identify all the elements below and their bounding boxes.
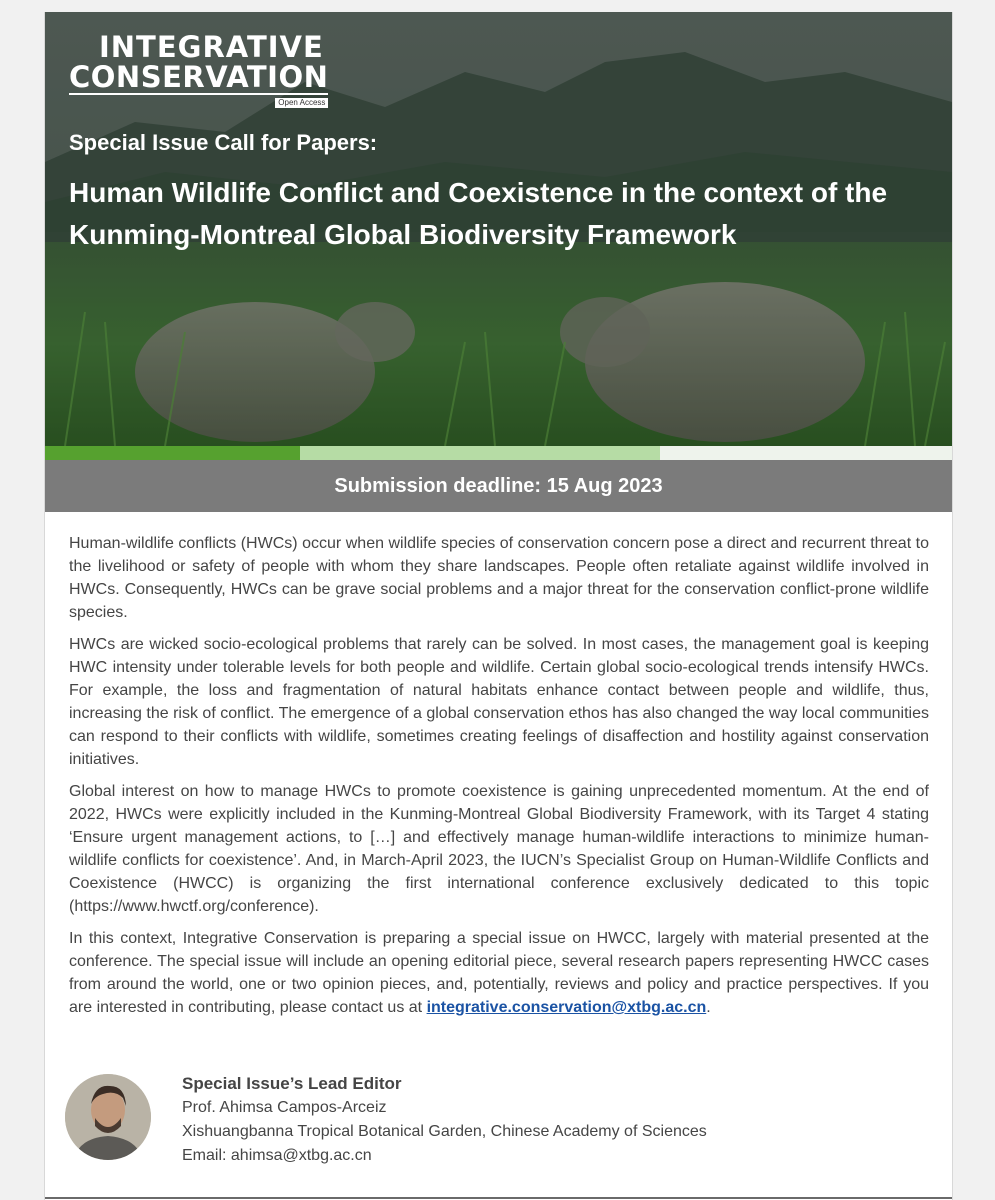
call-for-papers-label: Special Issue Call for Papers: [69, 130, 378, 155]
editor-email[interactable]: Email: ahimsa@xtbg.ac.cn [182, 1147, 372, 1164]
paragraph-1: Human-wildlife conflicts (HWCs) occur when wildlife species of conservation concern pose a direct and recurrent threat to the livelihood or safety of people with whom they share landscapes. People often retaliate against wildlife involved in HWCs. Consequently, HWCs can be grave social problems and a major threat for the conservation conflict-prone wildlife species. [69, 535, 929, 621]
editor-name: Prof. Ahimsa Campos-Arceiz [182, 1099, 387, 1116]
editor-affiliation: Xishuangbanna Tropical Botanical Garden, Chinese Academy of Sciences [182, 1123, 707, 1140]
paragraph-2: HWCs are wicked socio-ecological problems that rarely can be solved. In most cases, the management goal is keeping HWC intensity under tolerable levels for both people and wildlife. Certain global socio-ecological trends intensify HWCs. For example, the loss and fragmentation of natural habitats enhance contact between people and wildlife, thus, increasing the risk of conflict. The emergence of a global conservation ethos has also changed the way local communities can respond to their conflicts with wildlife, sometimes creating feelings of disaffection and hostility against conservation initiatives. [69, 636, 929, 768]
submission-deadline: Submission deadline: 15 Aug 2023 [45, 460, 952, 512]
accent-bar-pale [660, 446, 952, 460]
editor-portrait [65, 1074, 151, 1160]
logo-line-1: INTEGRATIVE [99, 30, 324, 64]
bottom-divider [45, 1197, 952, 1199]
special-issue-title: Human Wildlife Conflict and Coexistence in the context of the Kunming-Montreal Global Biodiversity Framework [69, 177, 888, 250]
paragraph-4-text: In this context, Integrative Conservation is preparing a special issue on HWCC, largely with material presented at the conference. The special issue will include an opening editorial piece, several research papers representing HWCC cases from around the world, one or two opinion pieces, and, potentially, reviews and policy and practice perspectives. If you are interested in contributing, please contact us at [69, 930, 929, 1016]
editor-avatar [65, 1074, 151, 1160]
editor-heading: Special Issue’s Lead Editor [182, 1074, 402, 1093]
editor-details [182, 1072, 707, 1168]
hero-banner [45, 12, 952, 446]
flyer-page [44, 12, 953, 1200]
accent-bar [45, 446, 952, 460]
open-access-tag: Open Access [275, 98, 328, 108]
accent-bar-dark [45, 446, 300, 460]
journal-logo [69, 30, 329, 107]
contact-email-link[interactable]: integrative.conservation@xtbg.ac.cn [426, 999, 707, 1016]
body-text [69, 532, 929, 1028]
lead-editor-section [65, 1072, 925, 1182]
logo-line-2: CONSERVATION [69, 60, 329, 94]
paragraph-3: Global interest on how to manage HWCs to promote coexistence is gaining unprecedented momentum. At the end of 2022, HWCs were explicitly included in the Kunming-Montreal Global Biodiversity Framework, with its Target 4 stating ‘Ensure urgent management actions, to […] and effectively manage human-wildlife interactions to minimize human-wildlife conflicts for coexistence’. And, in March-April 2023, the IUCN’s Specialist Group on Human-Wildlife Conflicts and Coexistence (HWCC) is organizing the first international conference exclusively dedicated to this topic (https://www.hwctf.org/conference). [69, 783, 929, 915]
paragraph-4-end: . [706, 999, 711, 1016]
accent-bar-light [300, 446, 660, 460]
paragraph-4 [69, 927, 929, 1019]
